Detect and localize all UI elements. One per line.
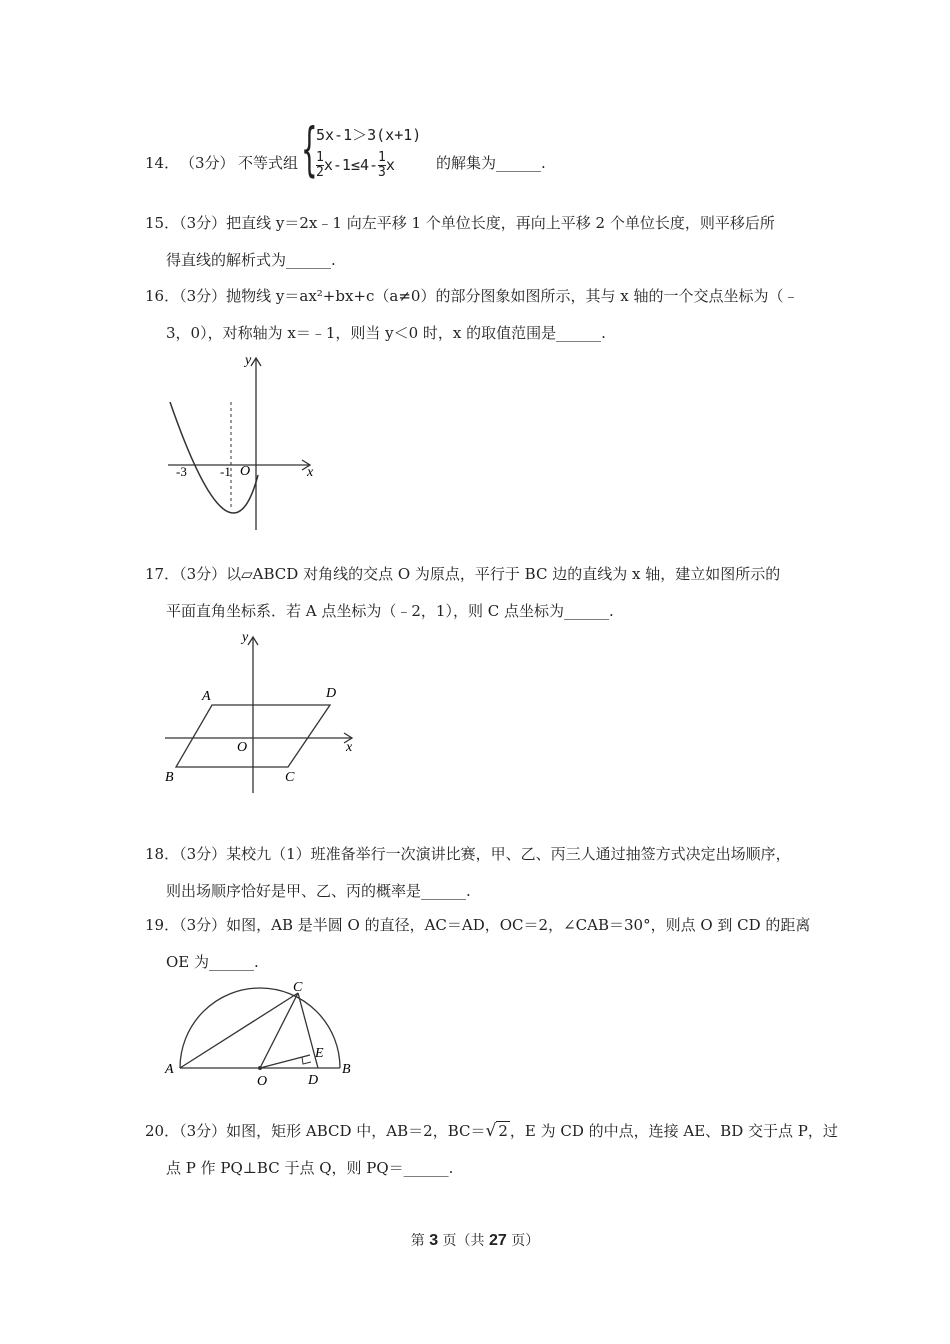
q15-line1: 15．（3分）把直线 y＝2x﹣1 向左平移 1 个单位长度，再向上平移 2 个单位长度，则平移后所 (145, 214, 775, 232)
q17-parallelogram-figure (160, 625, 360, 795)
q20-line1-end: ，E 为 CD 的中点，连接 AE、BD 交于点 P，过 (509, 1122, 838, 1140)
point-e-label: E (315, 1046, 324, 1061)
tick-label-minus3: -3 (176, 464, 187, 479)
vertex-b-label: B (165, 770, 174, 785)
footer-mid: 页（共 (442, 1233, 485, 1249)
q20-line1-start: 20．（3分）如图，矩形 ABCD 中，AB＝2，BC＝ (145, 1122, 486, 1140)
q14-ineq2 (316, 151, 395, 180)
q17-line1: 17．（3分）以▱ABCD 对角线的交点 O 为原点，平行于 BC 边的直线为 x 轴，建立如图所示的 (145, 565, 781, 583)
q14-score: （3分） (180, 154, 235, 172)
q14-ineq2-x: x (385, 156, 395, 174)
q14-frac-half: $\frac{1}{2}$ (316, 150, 324, 180)
q19-line1: 19．（3分）如图，AB 是半圆 O 的直径，AC＝AD，OC＝2，∠CAB＝30°，则点 O 到 CD 的距离 (145, 916, 811, 934)
origin-label: O (237, 740, 248, 755)
y-label: y (245, 353, 252, 368)
point-d-label: D (308, 1073, 319, 1088)
vertex-c-label: C (285, 770, 295, 785)
q20-line1 (145, 1120, 838, 1141)
sqrt-symbol: √ (485, 1121, 497, 1141)
q14-brace: { (301, 115, 318, 183)
q14-tail: 的解集为______. (436, 154, 546, 172)
parabola-curve (170, 402, 258, 513)
q20-line2: 点 P 作 PQ⊥BC 于点 Q，则 PQ＝______. (166, 1159, 454, 1177)
q18-line2: 则出场顺序恰好是甲、乙、丙的概率是______. (166, 882, 471, 900)
y-label: y (242, 630, 249, 645)
x-label: x (307, 465, 314, 480)
vertex-a-label: A (202, 689, 211, 704)
q15-line2: 得直线的解析式为______. (166, 251, 336, 269)
footer-page-number: 3 (429, 1232, 439, 1249)
q14-frac-third: $\frac{1}{3}$ (378, 150, 386, 180)
footer-prefix: 第 (410, 1233, 425, 1249)
footer-total-pages: 27 (489, 1232, 507, 1249)
tick-label-minus1: -1 (220, 464, 231, 479)
center-point-o (258, 1066, 262, 1070)
point-o-label: O (257, 1074, 268, 1089)
q18-line1: 18．（3分）某校九（1）班准备举行一次演讲比赛，甲、乙、丙三人通过抽签方式决定出场顺序， (145, 845, 791, 863)
q14-ineq2-mid: x-1≤4- (323, 156, 379, 174)
right-angle-mark (302, 1057, 311, 1064)
q14-ineq1: 5x-1＞3(x+1) (316, 126, 422, 144)
point-a-label: A (165, 1062, 174, 1077)
point-b-label: B (342, 1062, 351, 1077)
segment-oc (260, 993, 298, 1068)
q19-line2: OE 为______. (166, 953, 259, 971)
sqrt-radicand: 2 (498, 1122, 508, 1140)
q16-line1: 16．（3分）抛物线 y＝ax²+bx+c（a≠0）的部分图象如图所示，其与 x 轴的一个交点坐标为（﹣ (145, 287, 799, 305)
page-footer (0, 1230, 950, 1250)
q17-line2: 平面直角坐标系．若 A 点坐标为（﹣2，1），则 C 点坐标为______. (166, 602, 614, 620)
q16-line2: 3，0），对称轴为 x＝﹣1，则当 y＜0 时，x 的取值范围是______. (166, 324, 606, 342)
origin-label: O (240, 464, 251, 479)
q19-semicircle-figure (160, 975, 360, 1090)
x-label: x (346, 740, 353, 755)
point-c-label: C (293, 980, 303, 995)
vertex-d-label: D (326, 686, 337, 701)
footer-suffix: 页） (511, 1233, 540, 1249)
q14-stem: 不等式组 (238, 154, 299, 172)
q14-number: 14． (145, 154, 180, 172)
segment-ac (180, 993, 298, 1068)
q16-parabola-figure (160, 350, 330, 535)
